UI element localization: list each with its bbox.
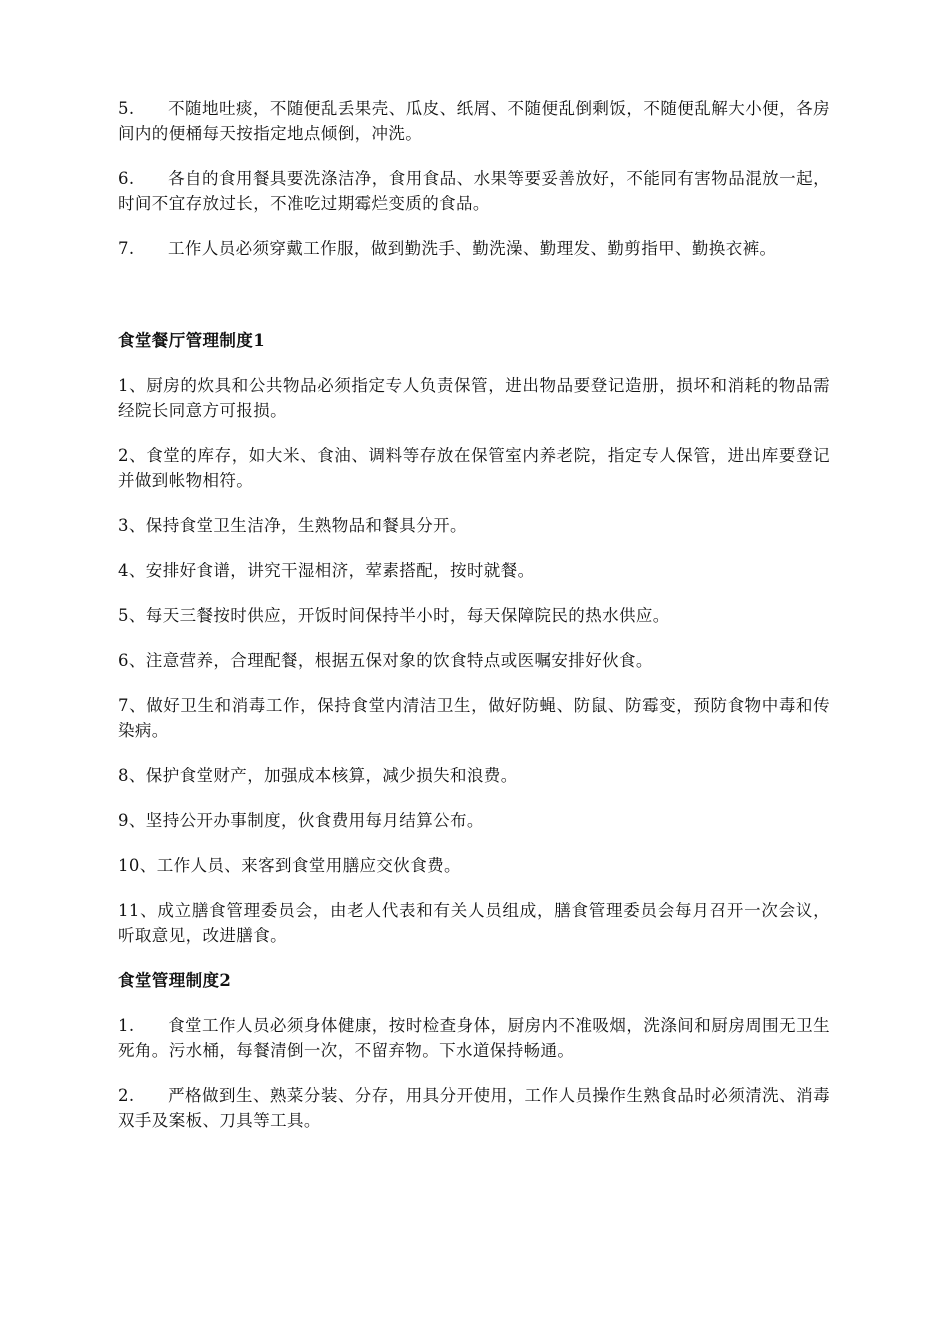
section-gap bbox=[118, 281, 830, 328]
item-number: 6. bbox=[118, 169, 135, 188]
item-text: 严格做到生、熟菜分装、分存，用具分开使用，工作人员操作生熟食品时必须清洗、消毒双手及案板、刀具等工具。 bbox=[118, 1086, 830, 1130]
rule-paragraph: 5、每天三餐按时供应，开饭时间保持半小时，每天保障院民的热水供应。 bbox=[118, 606, 670, 625]
rule-paragraph: 8、保护食堂财产，加强成本核算，减少损失和浪费。 bbox=[118, 766, 518, 785]
item-text: 工作人员必须穿戴工作服，做到勤洗手、勤洗澡、勤理发、勤剪指甲、勤换衣裤。 bbox=[168, 239, 777, 258]
numbered-paragraph bbox=[118, 166, 830, 216]
item-text: 不随地吐痰，不随便乱丢果壳、瓜皮、纸屑、不随便乱倒剩饭，不随便乱解大小便，各房间内的便桶每天按指定地点倾倒，冲洗。 bbox=[118, 99, 830, 143]
rule-paragraph: 4、安排好食谱，讲究干湿相济，荤素搭配，按时就餐。 bbox=[118, 561, 535, 580]
item-text: 食堂工作人员必须身体健康，按时检查身体，厨房内不准吸烟，洗涤间和厨房周围无卫生死角。污水桶，每餐清倒一次，不留弃物。下水道保持畅通。 bbox=[118, 1016, 830, 1060]
numbered-paragraph bbox=[118, 1013, 830, 1063]
rule-paragraph: 3、保持食堂卫生洁净，生熟物品和餐具分开。 bbox=[118, 516, 467, 535]
document-page bbox=[118, 96, 830, 1153]
rule-paragraph: 7、做好卫生和消毒工作，保持食堂内清洁卫生，做好防蝇、防鼠、防霉变，预防食物中毒和传染病。 bbox=[118, 696, 830, 740]
numbered-paragraph bbox=[118, 1083, 830, 1133]
rule-paragraph: 1、厨房的炊具和公共物品必须指定专人负责保管，进出物品要登记造册，损坏和消耗的物品需经院长同意方可报损。 bbox=[118, 376, 830, 420]
item-number: 7. bbox=[118, 239, 135, 258]
item-number: 5. bbox=[118, 99, 135, 118]
rule-paragraph: 11、成立膳食管理委员会，由老人代表和有关人员组成，膳食管理委员会每月召开一次会议，听取意见，改进膳食。 bbox=[118, 901, 830, 945]
item-number: 2. bbox=[118, 1086, 135, 1105]
section-heading: 食堂餐厅管理制度1 bbox=[118, 331, 266, 350]
numbered-paragraph bbox=[118, 96, 830, 146]
numbered-paragraph bbox=[118, 236, 830, 261]
item-text: 各自的食用餐具要洗涤洁净，食用食品、水果等要妥善放好，不能同有害物品混放一起，时间不宜存放过长，不准吃过期霉烂变质的食品。 bbox=[118, 169, 830, 213]
rule-paragraph: 2、食堂的库存，如大米、食油、调料等存放在保管室内养老院，指定专人保管，进出库要登记并做到帐物相符。 bbox=[118, 446, 830, 490]
rule-paragraph: 9、坚持公开办事制度，伙食费用每月结算公布。 bbox=[118, 811, 484, 830]
section-heading: 食堂管理制度2 bbox=[118, 971, 232, 990]
item-number: 1. bbox=[118, 1016, 135, 1035]
rule-paragraph: 10、工作人员、来客到食堂用膳应交伙食费。 bbox=[118, 856, 461, 875]
rule-paragraph: 6、注意营养，合理配餐，根据五保对象的饮食特点或医嘱安排好伙食。 bbox=[118, 651, 653, 670]
